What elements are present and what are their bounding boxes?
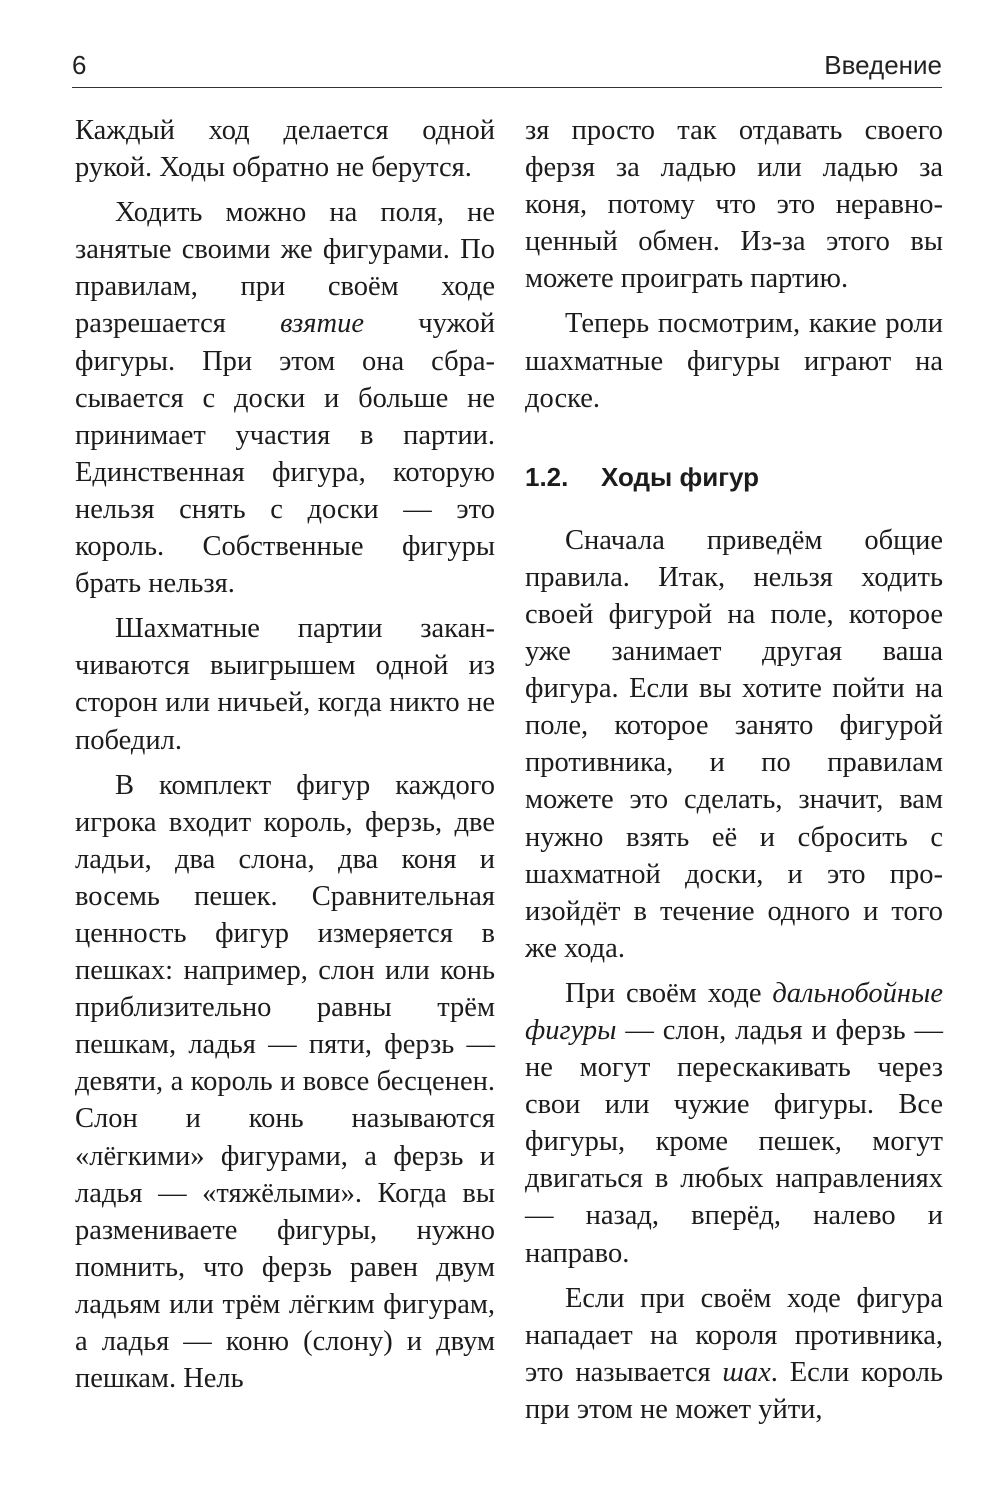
page-number: 6 xyxy=(72,50,87,80)
text-run: . Если король при этом не может уйти, xyxy=(525,1356,944,1425)
italic-term: дальнобойные фигуры xyxy=(525,977,943,1046)
left-column xyxy=(75,112,495,1405)
header-rule xyxy=(72,87,942,88)
section-number: 1.2. xyxy=(525,461,569,492)
paragraph xyxy=(525,1280,943,1428)
section-heading xyxy=(525,459,943,496)
text-run: чужой фигуры. При этом она сбрасывается с доски и больше не принимает участия в партии. Единственная фигура, которую нельзя снять с доски — это король. Собственные фигуры брать нельзя. xyxy=(75,308,495,600)
text-run: — слон, ладья и ферзь — не могут перескакивать через свои или чужие фигуры. Все фигуры, кроме пешек, могут двигаться в любых направлениях — назад, вперёд, налево и направо. xyxy=(525,1014,943,1269)
italic-term: шах xyxy=(722,1356,771,1388)
paragraph: Каждый ход делается одной рукой. Ходы обратно не берутся. xyxy=(75,115,495,184)
paragraph xyxy=(525,975,943,1272)
paragraph: Сначала приведём общие правила. Итак, нельзя ходить своей фигурой на поле, которое уже занимает другая ваша фигура. Если вы хотите пойти на поле, которое занято фигурой противника, и по правилам можете это сделать, значит, вам нужно взять её и сбросить с шахматной доски, и это произойдёт в течение одного и того же хода. xyxy=(525,524,943,964)
paragraph xyxy=(75,194,495,602)
italic-term: взятие xyxy=(280,308,365,340)
text-run: При своём ходе xyxy=(565,977,773,1009)
paragraph-continued: зя просто так отдавать своего ферзя за ладью или ладью за коня, потому что это неравноценный обмен. Из-за этого вы можете проиграть партию. xyxy=(525,115,943,295)
text-run: Ходить можно на поля, не занятые своими же фигурами. По правилам, при своём ходе разрешается xyxy=(75,197,495,340)
running-head xyxy=(72,50,942,86)
text-run: Если при своём ходе фигура нападает на короля противника, это называется xyxy=(525,1282,943,1388)
paragraph: Теперь посмотрим, какие роли шахматные фигуры играют на доске. xyxy=(525,308,943,414)
paragraph: В комплект фигур каждого игрока входит король, ферзь, две ладьи, два слона, два коня и восемь пешек. Сравнительная ценность фигур измеряется в пешках: например, слон или конь приблизительно равны трём пешкам, ладья — пяти, ферзь — девяти, а король и вовсе бесценен. Слон и конь называются «лёгкими» фигурами, а ферзь и ладья — «тяжёлыми». Когда вы размениваете фигуры, нужно помнить, что ферзь равен двум ладьям или трём лёгким фигурам, а ладья — коню (слону) и двум пешкам. Нель xyxy=(75,769,495,1395)
paragraph: Шахматные партии заканчиваются выигрышем одной из сторон или ничьей, когда никто не победил. xyxy=(75,613,495,756)
right-column xyxy=(525,112,943,1436)
running-head-section: Введение xyxy=(824,50,942,80)
section-title: Ходы фигур xyxy=(601,461,760,492)
